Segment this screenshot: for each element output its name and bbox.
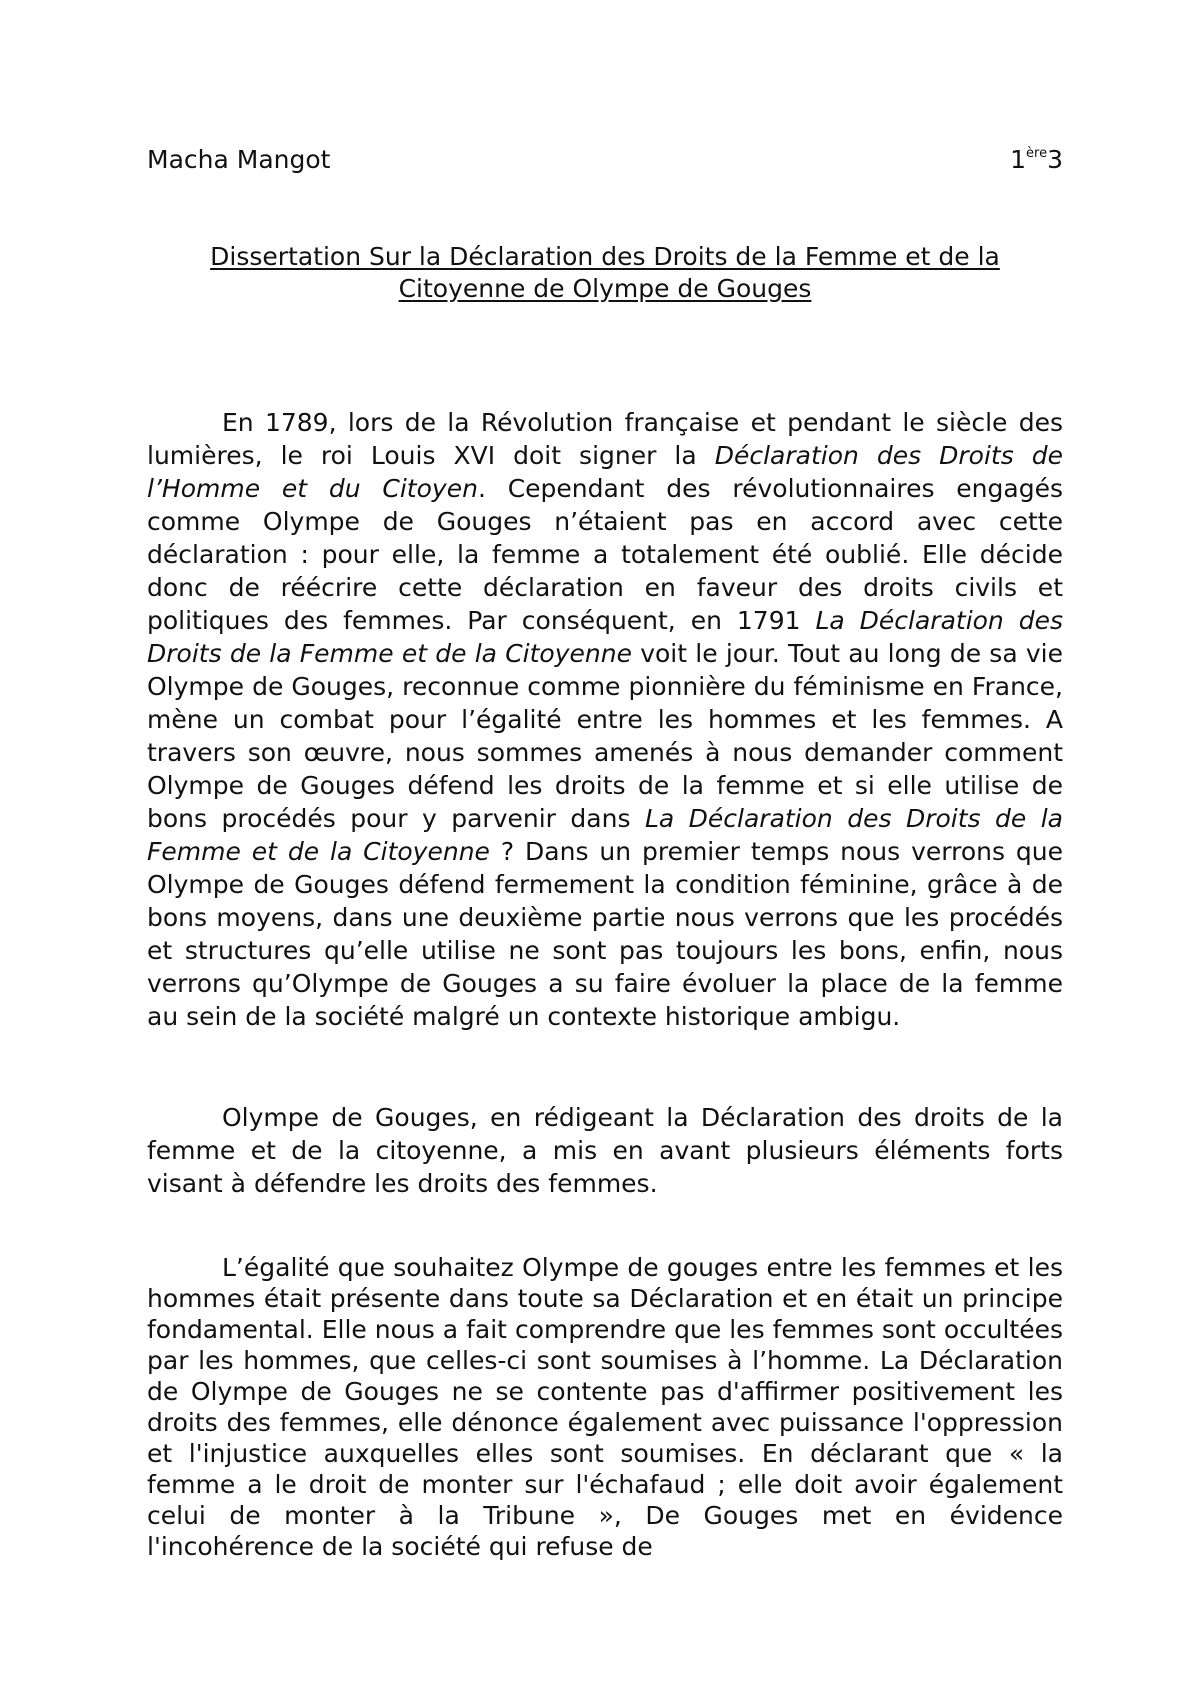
introduction-paragraph — [147, 406, 1063, 1033]
document-title — [147, 241, 1063, 305]
title-line-2: Citoyenne de Olympe de Gouges — [398, 274, 812, 303]
intro-text-4: ? Dans un premier temps nous verrons que Olympe de Gouges défend fermement la condition féminine, grâce à de bons moyens, dans une deuxième partie nous verrons que les procédés et structures qu’elle utilise ne sont pas toujours les bons, enfin, nous verrons qu’Olympe de Gouges a su faire évoluer la place de la femme au sein de la société malgré un contexte historique ambigu. — [147, 837, 1063, 1031]
intro-italic-3: La Déclaration des Droits de la Femme et de la Citoyenne — [147, 804, 1063, 866]
title-line-1: Dissertation Sur la Déclaration des Droits de la Femme et de la — [210, 242, 1000, 271]
document-header — [147, 140, 1063, 180]
class-superscript: ère — [1026, 146, 1048, 161]
author-name: Macha Mangot — [147, 145, 331, 174]
intro-italic-2: La Déclaration des Droits de la Femme et de la Citoyenne — [147, 606, 1063, 668]
intro-text-2: . Cependant des révolutionnaires engagés comme Olympe de Gouges n’étaient pas en accord avec cette déclaration : pour elle, la femme a totalement été oublié. Elle décide donc de réécrire cette déclaration en faveur des droits civils et politiques des femmes. Par conséquent, en 1791 — [147, 474, 1063, 635]
class-label — [1010, 140, 1063, 180]
intro-text-3: voit le jour. Tout au long de sa vie Olympe de Gouges, reconnue comme pionnière du féminisme en France, mène un combat pour l’égalité entre les hommes et les femmes. A travers son œuvre, nous sommes amenés à nous demander comment Olympe de Gouges défend les droits de la femme et si elle utilise de bons procédés pour y parvenir dans — [147, 639, 1063, 833]
part-one-intro-paragraph: Olympe de Gouges, en rédigeant la Déclaration des droits de la femme et de la citoyenne, a mis en avant plusieurs éléments forts visant à défendre les droits des femmes. — [147, 1103, 1063, 1198]
intro-text-1: En 1789, lors de la Révolution française et pendant le siècle des lumières, le roi Louis XVI doit signer la — [147, 408, 1063, 470]
class-suffix: 3 — [1047, 145, 1063, 174]
equality-paragraph: L’égalité que souhaitez Olympe de gouges entre les femmes et les hommes était présente dans toute sa Déclaration et en était un principe fondamental. Elle nous a fait comprendre que les femmes sont occultées par les hommes, que celles-ci sont soumises à l’homme. La Déclaration de Olympe de Gouges ne se contente pas d'affirmer positivement les droits des femmes, elle dénonce également avec puissance l'oppression et l'injustice auxquelles elles sont soumises. En déclarant que « la femme a le droit de monter sur l'échafaud ; elle doit avoir également celui de monter à la Tribune », De Gouges met en évidence l'incohérence de la société qui refuse de — [147, 1253, 1063, 1561]
intro-italic-1: Déclaration des Droits de l’Homme et du Citoyen — [147, 441, 1063, 503]
document-page — [147, 0, 1063, 1696]
class-number: 1 — [1010, 145, 1027, 174]
